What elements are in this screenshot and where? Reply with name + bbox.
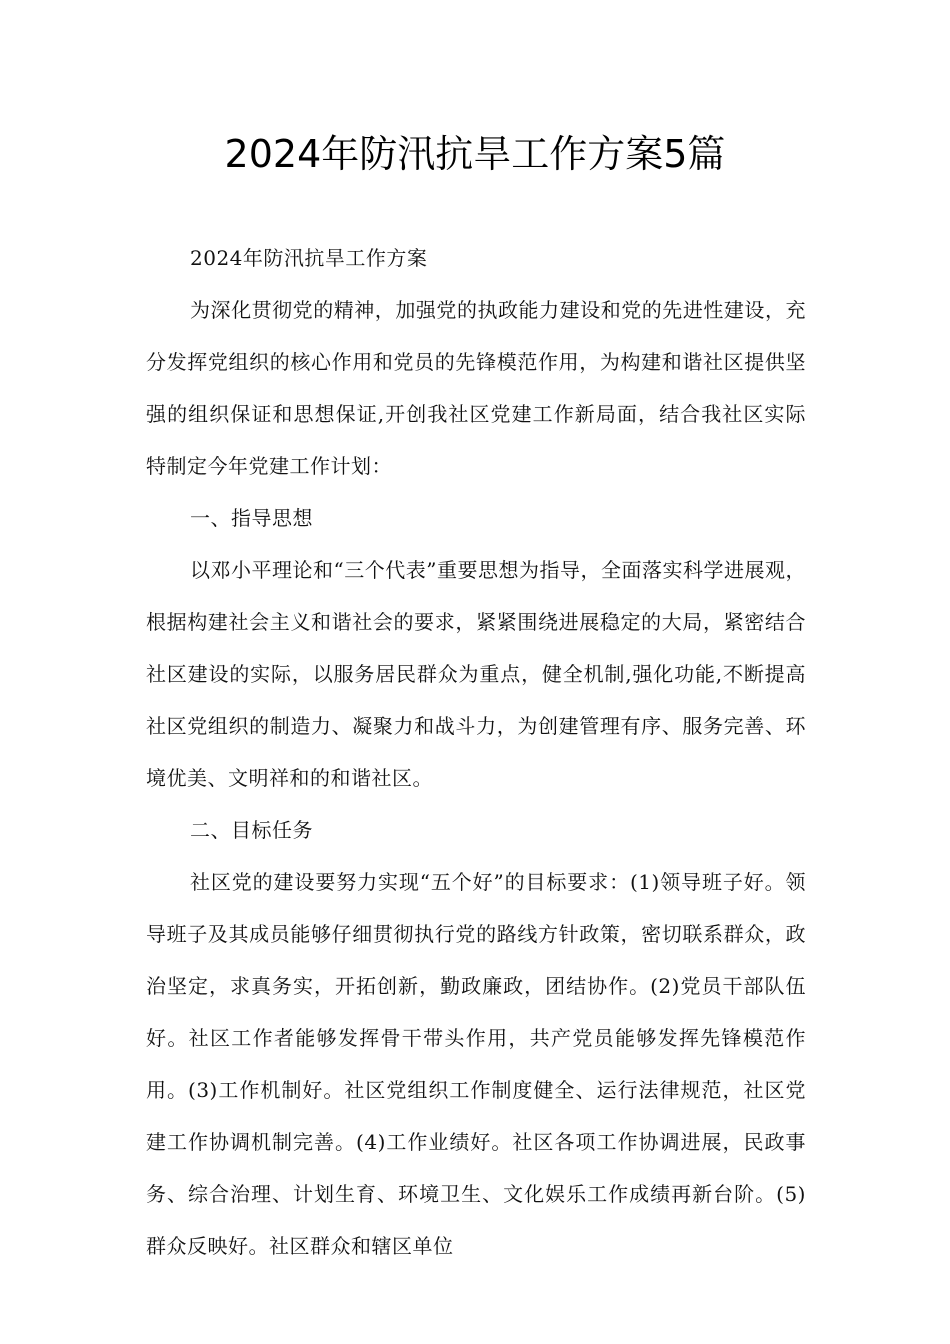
section-heading-target-tasks: 二、目标任务 [190,818,313,842]
document-subtitle: 2024年防汛抗旱工作方案 [190,246,428,270]
guiding-ideology-paragraph: 以邓小平理论和“三个代表”重要思想为指导，全面落实科学进展观，根据构建社会主义和谐社会的要求，紧紧围绕进展稳定的大局，紧密结合社区建设的实际，以服务居民群众为重点，健全机制,强化功能,不断提高社区党组织的制造力、凝聚力和战斗力，为创建管理有序、服务完善、环境优美、文明祥和的和谐社区。 [146,558,806,790]
document-title: 2024年防汛抗旱工作方案5篇 [224,132,726,176]
target-tasks-paragraph: 社区党的建设要努力实现“五个好”的目标要求：(1)领导班子好。领导班子及其成员能够仔细贯彻执行党的路线方针政策，密切联系群众，政治坚定，求真务实，开拓创新，勤政廉政，团结协作。(2)党员干部队伍好。社区工作者能够发挥骨干带头作用，共产党员能够发挥先锋模范作用。(3)工作机制好。社区党组织工作制度健全、运行法律规范，社区党建工作协调机制完善。(4)工作业绩好。社区各项工作协调进展，民政事务、综合治理、计划生育、环境卫生、文化娱乐工作成绩再新台阶。(5)群众反映好。社区群众和辖区单位 [146,870,806,1258]
document-body [146,232,806,1272]
intro-paragraph: 为深化贯彻党的精神，加强党的执政能力建设和党的先进性建设，充分发挥党组织的核心作用和党员的先锋模范作用，为构建和谐社区提供坚强的组织保证和思想保证,开创我社区党建工作新局面，结合我社区实际特制定今年党建工作计划： [146,298,806,478]
section-heading-guiding-ideology: 一、指导思想 [190,506,313,530]
